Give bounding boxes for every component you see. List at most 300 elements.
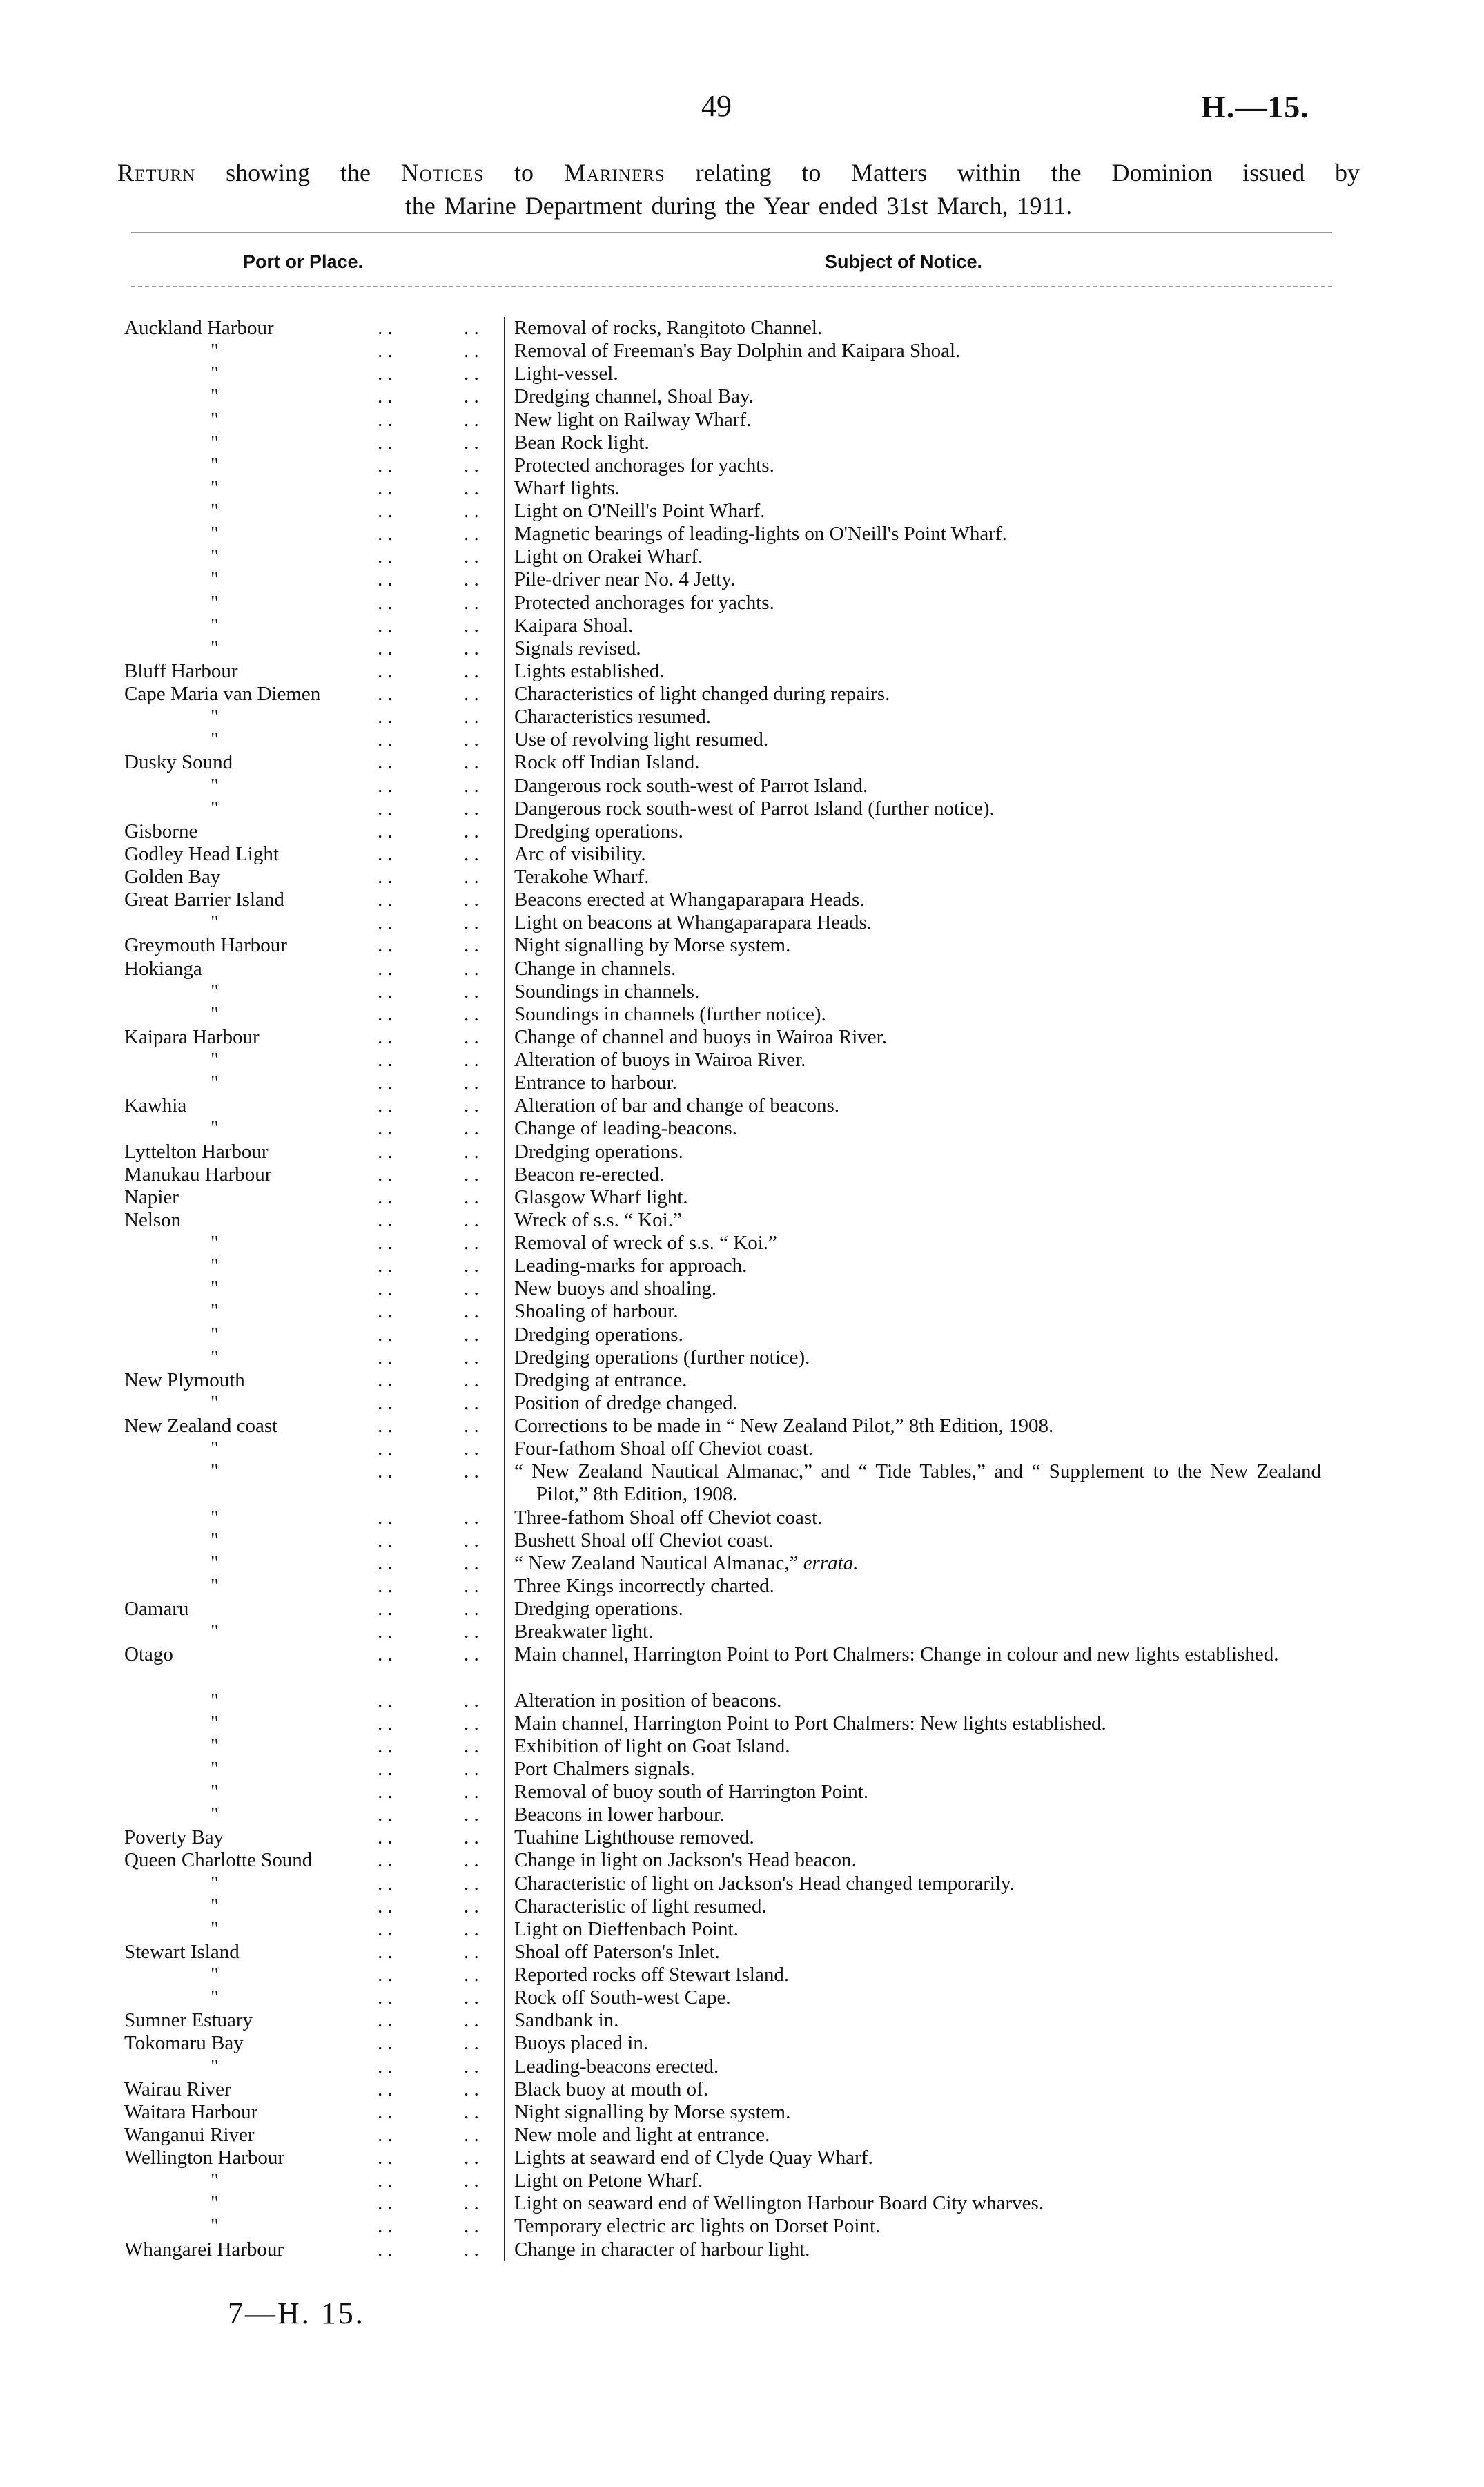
document-heading [117, 156, 1360, 222]
subject-text [514, 500, 1321, 523]
subject-cell [514, 706, 1325, 728]
subject-main: Corrections to be made in “ New Zealand Pilot,” 8th Edition, 1908. [514, 1415, 1054, 1437]
leader-dots: . . [464, 2238, 479, 2261]
table-row [124, 706, 1325, 728]
subject-text [514, 2238, 1321, 2261]
port-cell [124, 477, 504, 500]
subject-text [514, 911, 1321, 934]
subject-cell [514, 477, 1325, 500]
leader-dots: . . [464, 431, 479, 454]
leader-dots: . . [464, 2169, 479, 2192]
table-row [124, 1392, 1325, 1415]
column-divider [504, 2124, 505, 2147]
leader-dots: . . [464, 1323, 479, 1346]
subject-main: Four-fathom Shoal off Cheviot coast. [514, 1438, 814, 1460]
leader-dots: . . [378, 1734, 393, 1757]
subject-cell [514, 1803, 1325, 1826]
subject-text [514, 637, 1321, 660]
port-name: " [211, 1574, 219, 1597]
subject-cell [514, 934, 1325, 957]
column-divider [504, 1941, 505, 1964]
table-row [124, 1918, 1325, 1941]
column-divider [504, 820, 505, 843]
leader-dots: . . [464, 957, 479, 980]
leader-dots: . . [378, 2238, 393, 2261]
table-row [124, 1712, 1325, 1735]
subject-cell [514, 1117, 1325, 1140]
subject-text [514, 568, 1321, 591]
subject-text [514, 2124, 1321, 2147]
port-cell [124, 1529, 504, 1552]
table-row [124, 1598, 1325, 1620]
port-name: " [211, 1895, 219, 1917]
port-name: " [211, 2215, 219, 2238]
table-row [124, 1072, 1325, 1094]
leader-dots: . . [464, 1643, 479, 1666]
subject-cell [514, 1895, 1325, 1918]
subject-cell [514, 728, 1325, 751]
subject-main: Rock off South-west Cape. [514, 1986, 731, 2009]
table-row [124, 797, 1325, 820]
subject-main: Removal of buoy south of Harrington Point. [514, 1781, 869, 1803]
leader-dots: . . [464, 591, 479, 614]
port-name: " [211, 1551, 219, 1574]
subject-cell [514, 1690, 1325, 1712]
subject-main: New buoys and shoaling. [514, 1277, 717, 1300]
port-cell [124, 523, 504, 545]
port-name: Auckland Harbour [124, 317, 274, 339]
subject-text [514, 1003, 1321, 1026]
column-divider [504, 1552, 505, 1575]
column-divider [504, 1758, 505, 1781]
subject-cell [514, 1300, 1325, 1323]
page-signature: 7—H. 15. [228, 2296, 365, 2330]
subject-cell [514, 1003, 1325, 1026]
column-divider [504, 1529, 505, 1552]
leader-dots: . . [378, 1826, 393, 1849]
port-cell [124, 980, 504, 1003]
leader-dots: . . [464, 1277, 479, 1300]
leader-dots: . . [464, 2147, 479, 2169]
leader-dots: . . [464, 408, 479, 431]
subject-text [514, 2009, 1321, 2032]
subject-text [514, 545, 1321, 568]
port-cell [124, 2215, 504, 2238]
column-divider [504, 2238, 505, 2261]
port-name: Wellington Harbour [124, 2147, 285, 2169]
table-row [124, 1003, 1325, 1026]
leader-dots: . . [464, 820, 479, 842]
port-cell [124, 2009, 504, 2032]
leader-dots: . . [378, 1255, 393, 1277]
leader-dots: . . [464, 614, 479, 637]
leader-dots: . . [464, 774, 479, 797]
port-name: " [211, 362, 219, 385]
subject-cell [514, 2238, 1325, 2261]
column-divider [504, 706, 505, 728]
port-name: Napier [124, 1186, 179, 1208]
port-name: " [211, 1049, 219, 1071]
leader-dots: . . [464, 934, 479, 957]
subject-main: Night signalling by Morse system. [514, 2100, 791, 2123]
column-divider [504, 2192, 505, 2215]
port-name: New Zealand coast [124, 1415, 278, 1437]
table-row [124, 615, 1325, 637]
subject-main: Tuahine Lighthouse removed. [514, 1826, 754, 1849]
leader-dots: . . [464, 545, 479, 568]
subject-text [514, 706, 1321, 728]
port-name: Bluff Harbour [124, 659, 238, 682]
leader-dots: . . [378, 1598, 393, 1620]
leader-dots: . . [378, 842, 393, 865]
port-name: " [211, 500, 219, 522]
port-name: " [211, 1255, 219, 1277]
port-cell [124, 1986, 504, 2009]
leader-dots: . . [378, 1117, 393, 1140]
port-name: Wairau River [124, 2078, 231, 2100]
port-cell [124, 820, 504, 843]
table-row [124, 1964, 1325, 1986]
subject-main: Buoys placed in. [514, 2032, 649, 2055]
leader-dots: . . [464, 659, 479, 682]
subject-main: Dredging operations. [514, 1323, 683, 1346]
port-cell [124, 843, 504, 866]
port-name: " [211, 1072, 219, 1094]
leader-dots: . . [464, 866, 479, 888]
subject-main: “ New Zealand Nautical Almanac,” [514, 1551, 799, 1574]
table-row [124, 2238, 1325, 2261]
leader-dots: . . [378, 2009, 393, 2032]
leader-dots: . . [464, 1598, 479, 1620]
subject-text [514, 1209, 1321, 1232]
subject-main: Rock off Indian Island. [514, 751, 700, 774]
leader-dots: . . [378, 545, 393, 568]
port-cell [124, 385, 504, 408]
column-divider [504, 1094, 505, 1117]
table-row [124, 1529, 1325, 1552]
port-name: Sumner Estuary [124, 2009, 253, 2032]
subject-cell [514, 1598, 1325, 1620]
subject-text [514, 432, 1321, 454]
table-row [124, 1758, 1325, 1781]
subject-text [514, 362, 1321, 385]
subject-main: Main channel, Harrington Point to Port Chalmers: Change in colour and new lights established. [514, 1643, 1279, 1666]
subject-text [514, 1163, 1321, 1186]
column-divider [504, 1986, 505, 2009]
port-cell [124, 1209, 504, 1232]
port-cell [124, 1117, 504, 1140]
table-row [124, 958, 1325, 980]
table-row [124, 2124, 1325, 2147]
notices-table [124, 317, 1325, 2261]
subject-main: Port Chalmers signals. [514, 1757, 695, 1780]
port-name: " [211, 1506, 219, 1529]
subject-text [514, 1438, 1321, 1460]
table-row [124, 1735, 1325, 1758]
leader-dots: . . [378, 2055, 393, 2078]
subject-text [514, 1369, 1321, 1392]
leader-dots: . . [464, 362, 479, 385]
column-divider [504, 1826, 505, 1849]
subject-main: Dredging operations. [514, 1598, 683, 1620]
port-cell [124, 1781, 504, 1803]
column-divider [504, 1277, 505, 1300]
subject-cell [514, 615, 1325, 637]
column-divider [504, 1598, 505, 1620]
table-row [124, 1186, 1325, 1209]
port-name: " [211, 523, 219, 545]
table-row [124, 820, 1325, 843]
column-divider [504, 362, 505, 385]
subject-text [514, 454, 1321, 477]
port-name: Greymouth Harbour [124, 934, 287, 957]
leader-dots: . . [378, 1277, 393, 1300]
leader-dots: . . [378, 1803, 393, 1826]
column-divider [504, 1895, 505, 1918]
column-divider [504, 683, 505, 706]
port-cell [124, 454, 504, 477]
port-name: " [211, 728, 219, 751]
subject-cell [514, 1277, 1325, 1300]
subject-cell [514, 1507, 1325, 1529]
table-row [124, 454, 1325, 477]
table-row [124, 1324, 1325, 1346]
port-name: Nelson [124, 1208, 182, 1231]
leader-dots: . . [378, 1094, 393, 1117]
subject-cell [514, 500, 1325, 523]
port-cell [124, 1300, 504, 1323]
subject-main: Beacons erected at Whangaparapara Heads. [514, 889, 865, 911]
port-cell [124, 409, 504, 432]
subject-main: Soundings in channels (further notice). [514, 1003, 826, 1025]
leader-dots: . . [378, 614, 393, 637]
port-name: " [211, 568, 219, 591]
column-divider [504, 523, 505, 545]
subject-cell [514, 2147, 1325, 2169]
subject-cell [514, 454, 1325, 477]
table-row [124, 2078, 1325, 2101]
subject-cell [514, 1529, 1325, 1552]
leader-dots: . . [464, 1049, 479, 1071]
column-divider [504, 615, 505, 637]
subject-cell [514, 545, 1325, 568]
column-divider [504, 775, 505, 797]
header-top-rule [131, 232, 1332, 233]
subject-main: Removal of wreck of s.s. “ Koi.” [514, 1232, 777, 1254]
subject-text [514, 820, 1321, 843]
subject-main: Protected anchorages for yachts. [514, 454, 774, 476]
subject-text [514, 1392, 1321, 1415]
leader-dots: . . [464, 1734, 479, 1757]
leader-dots: . . [378, 1849, 393, 1872]
subject-cell [514, 958, 1325, 980]
subject-text [514, 1941, 1321, 1964]
leader-dots: . . [378, 706, 393, 728]
subject-cell [514, 1460, 1325, 1506]
column-divider [504, 1712, 505, 1735]
port-cell [124, 1690, 504, 1712]
table-row [124, 362, 1325, 385]
subject-text [514, 1255, 1321, 1277]
column-header-port: Port or Place. [243, 251, 364, 272]
port-cell [124, 1369, 504, 1392]
subject-main: Three Kings incorrectly charted. [514, 1574, 774, 1597]
port-name: " [211, 2169, 219, 2192]
subject-text [514, 1300, 1321, 1323]
leader-dots: . . [378, 1208, 393, 1231]
port-cell [124, 775, 504, 797]
column-divider [504, 1438, 505, 1460]
subject-text [514, 751, 1321, 774]
header-bottom-rule [131, 286, 1332, 287]
port-name: " [211, 1232, 219, 1254]
leader-dots: . . [378, 1712, 393, 1734]
subject-text [514, 2078, 1321, 2101]
port-cell [124, 1643, 504, 1689]
leader-dots: . . [378, 591, 393, 614]
leader-dots: . . [378, 1140, 393, 1163]
port-cell [124, 2192, 504, 2215]
subject-cell [514, 523, 1325, 545]
port-cell [124, 1575, 504, 1598]
subject-cell [514, 362, 1325, 385]
leader-dots: . . [464, 1094, 479, 1117]
paper-reference: H.—15. [1201, 89, 1309, 124]
subject-main: Characteristics of light changed during repairs. [514, 683, 890, 705]
port-name: " [211, 454, 219, 476]
column-divider [504, 2101, 505, 2124]
subject-main: Alteration in position of beacons. [514, 1689, 782, 1712]
table-row [124, 751, 1325, 774]
table-row [124, 1141, 1325, 1163]
port-cell [124, 751, 504, 774]
leader-dots: . . [378, 2032, 393, 2055]
leader-dots: . . [378, 1232, 393, 1254]
table-row [124, 1941, 1325, 1964]
column-divider [504, 1849, 505, 1872]
table-row [124, 2215, 1325, 2238]
port-name: " [211, 980, 219, 1003]
port-name: " [211, 1003, 219, 1025]
port-cell [124, 432, 504, 454]
leader-dots: . . [378, 820, 393, 842]
column-divider [504, 889, 505, 911]
subject-cell [514, 409, 1325, 432]
port-cell [124, 1803, 504, 1826]
column-divider [504, 1803, 505, 1826]
leader-dots: . . [378, 362, 393, 385]
subject-main: Kaipara Shoal. [514, 614, 634, 637]
port-name: Dusky Sound [124, 751, 233, 774]
table-row [124, 1163, 1325, 1186]
leader-dots: . . [378, 911, 393, 934]
subject-cell [514, 1026, 1325, 1049]
column-divider [504, 728, 505, 751]
subject-main: Leading-marks for approach. [514, 1255, 748, 1277]
port-cell [124, 1964, 504, 1986]
port-cell [124, 2055, 504, 2078]
subject-main: Light-vessel. [514, 362, 618, 385]
leader-dots: . . [464, 1529, 479, 1551]
subject-text [514, 1415, 1321, 1438]
leader-dots: . . [378, 1391, 393, 1414]
subject-main: Alteration of buoys in Wairoa River. [514, 1049, 806, 1071]
table-row [124, 2032, 1325, 2055]
port-name: " [211, 1620, 219, 1643]
column-divider [504, 1507, 505, 1529]
subject-main: Soundings in channels. [514, 980, 700, 1003]
column-divider [504, 1209, 505, 1232]
heading-word-mariners: Mariners [563, 159, 665, 186]
port-cell [124, 1735, 504, 1758]
column-divider [504, 911, 505, 934]
subject-text [514, 683, 1321, 706]
port-name: Kaipara Harbour [124, 1025, 260, 1048]
subject-text [514, 385, 1321, 408]
leader-dots: . . [464, 2100, 479, 2123]
subject-main: Shoal off Paterson's Inlet. [514, 1940, 720, 1963]
port-name: " [211, 340, 219, 362]
leader-dots: . . [378, 568, 393, 591]
subject-main: Protected anchorages for yachts. [514, 591, 774, 614]
table-row [124, 1895, 1325, 1918]
leader-dots: . . [464, 1368, 479, 1391]
subject-cell [514, 1346, 1325, 1369]
column-divider [504, 409, 505, 432]
leader-dots: . . [378, 1689, 393, 1712]
leader-dots: . . [464, 751, 479, 774]
leader-dots: . . [464, 706, 479, 728]
table-row [124, 317, 1325, 340]
table-row [124, 1460, 1325, 1506]
port-name: Godley Head Light [124, 842, 279, 865]
table-row [124, 385, 1325, 408]
table-row [124, 1507, 1325, 1529]
table-row [124, 1369, 1325, 1392]
port-cell [124, 317, 504, 340]
subject-main: Change in light on Jackson's Head beacon. [514, 1849, 857, 1872]
port-name: " [211, 1438, 219, 1460]
leader-dots: . . [378, 659, 393, 682]
subject-cell [514, 683, 1325, 706]
column-divider [504, 1346, 505, 1369]
leader-dots: . . [464, 728, 479, 751]
subject-cell [514, 568, 1325, 591]
leader-dots: . . [378, 2192, 393, 2215]
subject-text [514, 1232, 1321, 1255]
port-cell [124, 545, 504, 568]
subject-text [514, 1598, 1321, 1620]
table-row [124, 1620, 1325, 1643]
subject-text [514, 958, 1321, 980]
subject-text [514, 1620, 1321, 1643]
subject-text [514, 775, 1321, 797]
port-name: " [211, 385, 219, 408]
table-row [124, 1690, 1325, 1712]
column-divider [504, 1415, 505, 1438]
table-row [124, 1826, 1325, 1849]
port-cell [124, 1895, 504, 1918]
table-row [124, 1049, 1325, 1072]
leader-dots: . . [464, 1574, 479, 1597]
subject-cell [514, 1324, 1325, 1346]
subject-cell [514, 1781, 1325, 1803]
port-name: Poverty Bay [124, 1826, 224, 1849]
column-divider [504, 385, 505, 408]
port-name: " [211, 1346, 219, 1368]
subject-main: Dangerous rock south-west of Parrot Island. [514, 774, 868, 797]
port-cell [124, 1163, 504, 1186]
